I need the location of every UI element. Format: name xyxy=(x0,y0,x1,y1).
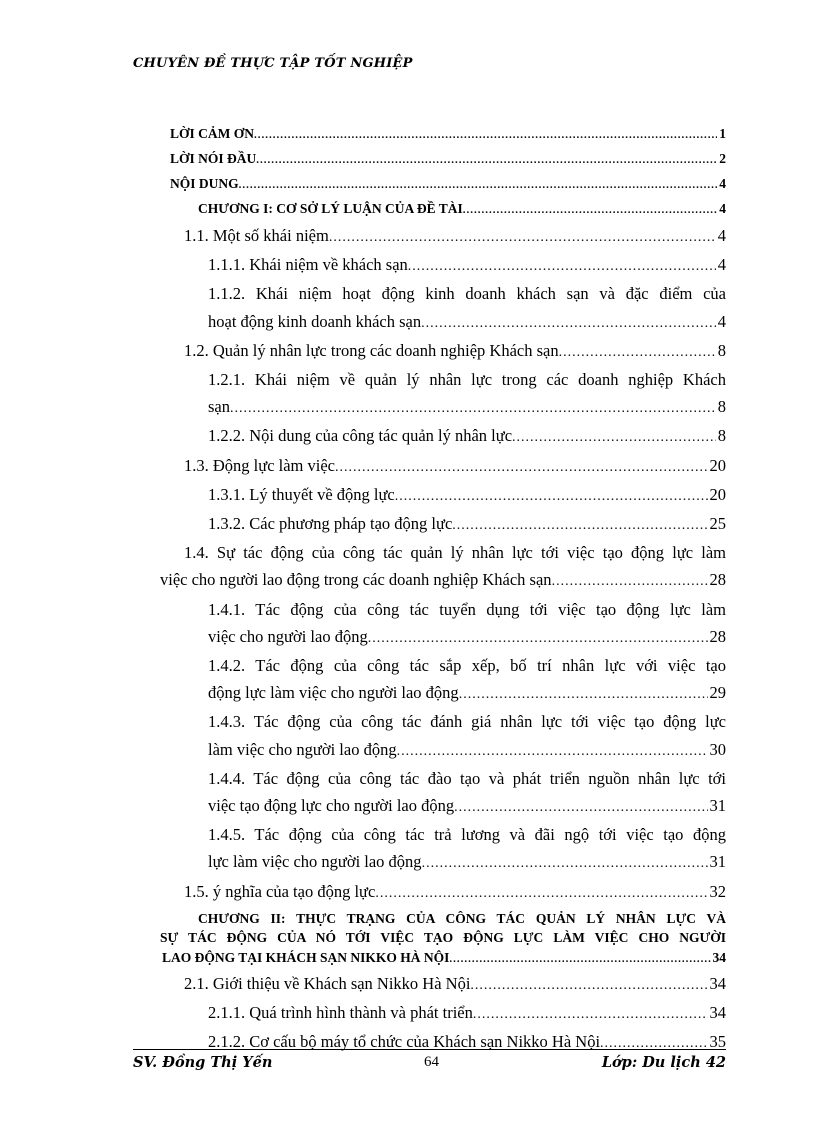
toc-leader-dots xyxy=(470,972,707,999)
toc-entry-title: 1.3.2. Các phương pháp tạo động lực xyxy=(208,514,453,534)
toc-entry-1-4[interactable] xyxy=(160,539,726,595)
toc-entry-1-3[interactable] xyxy=(184,452,726,481)
toc-entry-1-1-1[interactable] xyxy=(208,251,726,280)
toc-entry-title-line3: LAO ĐỘNG TẠI KHÁCH SẠN NIKKO HÀ NỘI xyxy=(162,949,450,965)
toc-entry-title: 1.3.1. Lý thuyết về động lực xyxy=(208,484,395,504)
toc-entry-page: 25 xyxy=(709,514,726,534)
toc-entry-title-line1: 1.4.2. Tác động của công tác sắp xếp, bố trí nhân lực với việc tạo xyxy=(208,656,726,676)
toc-entry-loi-cam-on[interactable] xyxy=(170,122,726,147)
toc-leader-dots xyxy=(473,1001,708,1028)
toc-entry-1-1-2[interactable] xyxy=(160,280,726,336)
toc-entry-title: 1.2.2. Nội dung của công tác quản lý nhân lực xyxy=(208,426,513,446)
toc-entry-1-3-2[interactable] xyxy=(208,510,726,539)
toc-entry-page: 30 xyxy=(709,739,726,759)
footer-author: SV. Đồng Thị Yến xyxy=(133,1054,273,1071)
toc-entry-title-line2: việc tạo động lực cho người lao động xyxy=(208,796,455,816)
toc-entry-title-line2: động lực làm việc cho người lao động xyxy=(208,683,459,703)
toc-entry-page: 34 xyxy=(712,949,726,965)
toc-leader-dots xyxy=(552,568,708,595)
toc-entry-title-line1: 1.1.2. Khái niệm hoạt động kinh doanh khách sạn và đặc điểm của xyxy=(208,284,726,304)
toc-entry-title: 1.2. Quản lý nhân lực trong các doanh nghiệp Khách sạn xyxy=(184,340,559,360)
toc-entry-page: 32 xyxy=(709,881,726,901)
toc-entry-noi-dung[interactable] xyxy=(170,172,726,197)
toc-entry-page: 31 xyxy=(709,852,726,872)
toc-entry-1-4-4[interactable] xyxy=(160,765,726,821)
toc-leader-dots xyxy=(239,174,718,197)
toc-entry-title: 1.1. Một số khái niệm xyxy=(184,226,329,245)
toc-entry-title: 1.5. ý nghĩa của tạo động lực xyxy=(184,881,376,901)
toc-entry-page: 8 xyxy=(717,340,726,360)
toc-entry-page: 4 xyxy=(717,226,726,245)
toc-entry-page: 2 xyxy=(719,151,726,166)
toc-entry-title: 1.3. Động lực làm việc xyxy=(184,455,335,475)
toc-entry-title-line1: 1.2.1. Khái niệm về quản lý nhân lực trong các doanh nghiệp Khách xyxy=(208,370,726,390)
footer-divider xyxy=(133,1049,726,1050)
toc-entry-title: 2.1.2. Cơ cấu bộ máy tổ chức của Khách sạn Nikko Hà Nội xyxy=(208,1032,601,1052)
toc-leader-dots xyxy=(559,339,716,366)
toc-entry-page: 35 xyxy=(709,1032,726,1052)
toc-leader-dots xyxy=(408,253,716,280)
footer-page-number: 64 xyxy=(424,1054,439,1070)
toc-entry-2-1[interactable] xyxy=(184,970,726,999)
toc-leader-dots xyxy=(449,948,710,970)
toc-entry-title-line2: SỰ TÁC ĐỘNG CỦA NÓ TỚI VIỆC TẠO ĐỘNG LỰC LÀM VIỆC CHO NGƯỜI xyxy=(160,929,726,945)
toc-entry-1-3-1[interactable] xyxy=(208,481,726,510)
toc-leader-dots xyxy=(335,454,708,481)
page-header: CHUYÊN ĐỀ THỰC TẬP TỐT NGHIỆP xyxy=(133,56,413,71)
toc-leader-dots xyxy=(459,681,708,708)
toc-leader-dots xyxy=(454,794,707,821)
toc-entry-title-line1: CHƯƠNG II: THỰC TRẠNG CỦA CÔNG TÁC QUẢN LÝ NHÂN LỰC VÀ xyxy=(198,910,726,926)
toc-leader-dots xyxy=(397,738,708,765)
toc-entry-1-5[interactable] xyxy=(184,878,726,907)
toc-entry-title-line1: 1.4. Sự tác động của công tác quản lý nhân lực tới việc tạo động lực làm xyxy=(184,543,726,563)
toc-entry-title: 2.1.1. Quá trình hình thành và phát triển xyxy=(208,1003,473,1023)
toc-entry-title-line1: 1.4.1. Tác động của công tác tuyển dụng tới việc tạo động lực làm xyxy=(208,599,726,619)
toc-leader-dots xyxy=(463,199,717,222)
toc-entry-1-1[interactable] xyxy=(184,222,726,251)
toc-entry-title: CHƯƠNG I: CƠ SỞ LÝ LUẬN CỦA ĐỀ TÀI xyxy=(198,201,463,216)
toc-entry-page: 1 xyxy=(719,126,726,141)
toc-entry-page: 8 xyxy=(717,397,726,417)
toc-entry-title: 2.1. Giới thiệu về Khách sạn Nikko Hà Nội xyxy=(184,973,471,993)
toc-entry-page: 4 xyxy=(719,201,726,216)
toc-entry-1-4-5[interactable] xyxy=(160,821,726,877)
toc-leader-dots xyxy=(254,124,717,147)
toc-entry-page: 20 xyxy=(709,455,726,475)
toc-entry-1-4-2[interactable] xyxy=(160,652,726,708)
toc-entry-title-line1: 1.4.5. Tác động của công tác trả lương và đãi ngộ tới việc tạo động xyxy=(208,825,726,845)
toc-entry-page: 20 xyxy=(709,484,726,504)
toc-entry-page: 29 xyxy=(709,683,726,703)
toc-leader-dots xyxy=(329,224,716,251)
toc-entry-title: NỘI DUNG xyxy=(170,176,239,191)
toc-entry-page: 34 xyxy=(709,1003,726,1023)
toc-entry-title-line2: việc cho người lao động trong các doanh nghiệp Khách sạn xyxy=(160,570,552,590)
toc-entry-1-2[interactable] xyxy=(184,337,726,366)
toc-leader-dots xyxy=(421,310,716,337)
toc-entry-1-4-1[interactable] xyxy=(160,596,726,652)
toc-entry-chapter-2[interactable] xyxy=(160,909,726,970)
toc-leader-dots xyxy=(256,149,717,172)
toc-entry-chapter-1[interactable] xyxy=(198,197,726,222)
table-of-contents xyxy=(160,122,726,1057)
toc-entry-title-line2: việc cho người lao động xyxy=(208,626,368,646)
toc-entry-page: 31 xyxy=(709,796,726,816)
toc-entry-title-line1: 1.4.4. Tác động của công tác đào tạo và phát triển nguồn nhân lực tới xyxy=(208,768,726,788)
toc-leader-dots xyxy=(395,483,708,510)
toc-entry-title: LỜI NÓI ĐẦU xyxy=(170,151,257,166)
toc-entry-page: 4 xyxy=(717,311,726,331)
toc-entry-page: 4 xyxy=(717,255,726,275)
toc-leader-dots xyxy=(452,512,707,539)
toc-entry-loi-noi-dau[interactable] xyxy=(170,147,726,172)
toc-leader-dots xyxy=(230,395,716,422)
toc-entry-page: 8 xyxy=(717,426,726,446)
toc-entry-1-2-1[interactable] xyxy=(160,366,726,422)
toc-entry-1-2-2[interactable] xyxy=(208,422,726,451)
toc-leader-dots xyxy=(512,424,716,451)
toc-leader-dots xyxy=(422,850,708,877)
toc-entry-title: 1.1.1. Khái niệm về khách sạn xyxy=(208,255,408,275)
toc-entry-page: 4 xyxy=(719,176,726,191)
toc-entry-title: LỜI CẢM ƠN xyxy=(170,126,254,141)
toc-entry-title-line1: 1.4.3. Tác động của công tác đánh giá nhân lực tới việc tạo động lực xyxy=(208,712,726,732)
toc-entry-title-line2: hoạt động kinh doanh khách sạn xyxy=(208,311,422,331)
toc-entry-title-line2: lực làm việc cho người lao động xyxy=(208,852,422,872)
toc-entry-title-line2: làm việc cho người lao động xyxy=(208,739,397,759)
toc-entry-title-line2: sạn xyxy=(208,397,230,417)
toc-entry-page: 28 xyxy=(709,570,726,590)
toc-entry-page: 28 xyxy=(709,626,726,646)
toc-entry-1-4-3[interactable] xyxy=(160,708,726,764)
toc-leader-dots xyxy=(375,880,707,907)
footer-class: Lớp: Du lịch 42 xyxy=(601,1054,726,1071)
toc-entry-page: 34 xyxy=(709,973,726,993)
toc-entry-2-1-1[interactable] xyxy=(208,999,726,1028)
toc-leader-dots xyxy=(368,625,708,652)
